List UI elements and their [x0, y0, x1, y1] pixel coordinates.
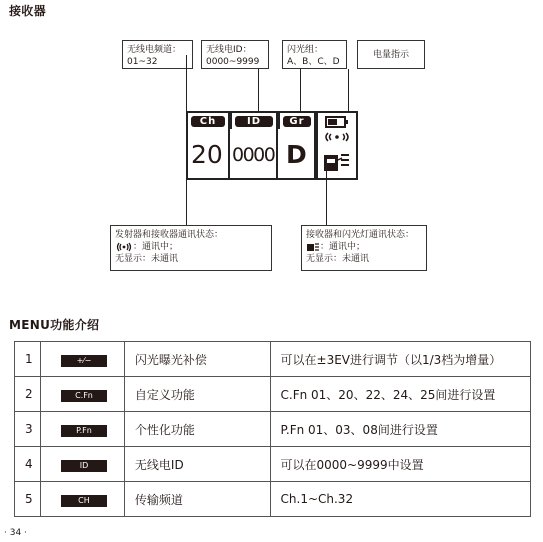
connector-line [326, 160, 327, 226]
lcd-ch-label: Ch [191, 116, 225, 127]
table-row [15, 447, 531, 482]
callout-flash-group [282, 40, 347, 69]
callout-transmitter-status [110, 225, 272, 271]
lcd-gr-cell [278, 111, 316, 131]
connector-line [348, 69, 349, 112]
callout-wireless-id [201, 40, 269, 69]
menu-badge-icon: P.Fn [61, 425, 107, 437]
callout-flash-status-row [306, 241, 422, 253]
lcd-status-cell [316, 111, 358, 180]
row-badge-cell [40, 412, 124, 447]
menu-badge-icon: CH [61, 495, 107, 507]
signal-icon [322, 131, 352, 143]
table-row [15, 342, 531, 377]
menu-badge-icon: +⁄− [61, 355, 107, 367]
menu-badge-icon: C.Fn [61, 390, 107, 402]
lcd-id-value: 0000 [232, 144, 275, 166]
callout-transmitter-status-line2: ：通讯中； [133, 242, 179, 252]
lcd-ch-value-cell [186, 129, 230, 180]
row-function-name: 自定义功能 [124, 377, 270, 412]
lcd-id-cell [230, 111, 278, 131]
page-number: · 34 · [4, 528, 27, 538]
flash-link-icon [306, 242, 320, 252]
row-number: 4 [15, 447, 41, 482]
callout-flash-status-line3: 无显示：未通讯 [306, 254, 370, 264]
callout-transmitter-status-line3: 无显示：未通讯 [115, 254, 179, 264]
row-badge-cell [40, 447, 124, 482]
lcd-gr-value: D [286, 140, 307, 169]
table-row [15, 482, 531, 517]
callout-channel-line1: 无线电频道： [127, 45, 182, 55]
battery-icon [325, 116, 349, 128]
table-row [15, 412, 531, 447]
callout-wireless-id-line2: 0000~9999 [206, 57, 260, 67]
row-number: 3 [15, 412, 41, 447]
lcd-id-value-cell [230, 129, 278, 180]
row-number: 5 [15, 482, 41, 517]
callout-channel-line2: 01~32 [127, 57, 158, 67]
callout-transmitter-status-line1: 发射器和接收器通讯状态： [115, 230, 224, 240]
row-number: 1 [15, 342, 41, 377]
lcd-ch-value: 20 [191, 140, 223, 169]
row-function-name: 个性化功能 [124, 412, 270, 447]
callout-flash-status-line2: ：通讯中； [320, 242, 366, 252]
row-badge-cell [40, 342, 124, 377]
callout-flash-group-line1: 闪光组： [287, 45, 324, 55]
row-function-name: 闪光曝光补偿 [124, 342, 270, 377]
row-number: 2 [15, 377, 41, 412]
lcd-gr-value-cell [278, 129, 316, 180]
row-description: 可以在0000~9999中设置 [270, 447, 530, 482]
row-function-name: 无线电ID [124, 447, 270, 482]
callout-transmitter-status-row [115, 241, 267, 253]
connector-line [300, 69, 301, 112]
callout-wireless-id-line1: 无线电ID： [206, 45, 252, 55]
connector-line [186, 55, 187, 112]
callout-battery-line1: 电量指示 [372, 49, 409, 60]
row-description: C.Fn 01、20、22、24、25间进行设置 [270, 377, 530, 412]
connector-line [258, 69, 259, 112]
callout-battery [357, 40, 425, 69]
row-description: P.Fn 01、03、08间进行设置 [270, 412, 530, 447]
callout-flash-status-line1: 接收器和闪光灯通讯状态： [306, 230, 415, 240]
callout-flash-status [301, 225, 427, 271]
connector-line [186, 180, 187, 226]
signal-icon [115, 242, 133, 252]
receiver-heading: 接收器 [9, 4, 46, 18]
row-function-name: 传输频道 [124, 482, 270, 517]
table-row [15, 377, 531, 412]
row-badge-cell [40, 482, 124, 517]
lcd-gr-label: Gr [283, 116, 311, 127]
row-description: 可以在±3EV进行调节（以1/3档为增量） [270, 342, 530, 377]
row-badge-cell [40, 377, 124, 412]
lcd-id-label: ID [235, 116, 273, 127]
menu-table [14, 341, 531, 517]
row-description: Ch.1~Ch.32 [270, 482, 530, 517]
menu-heading: MENU功能介绍 [9, 318, 100, 332]
callout-flash-group-line2: A、B、C、D [287, 57, 340, 67]
menu-badge-icon: ID [61, 460, 107, 472]
lcd-ch-cell [186, 111, 230, 131]
callout-channel [122, 40, 193, 69]
lcd-display [186, 111, 358, 180]
